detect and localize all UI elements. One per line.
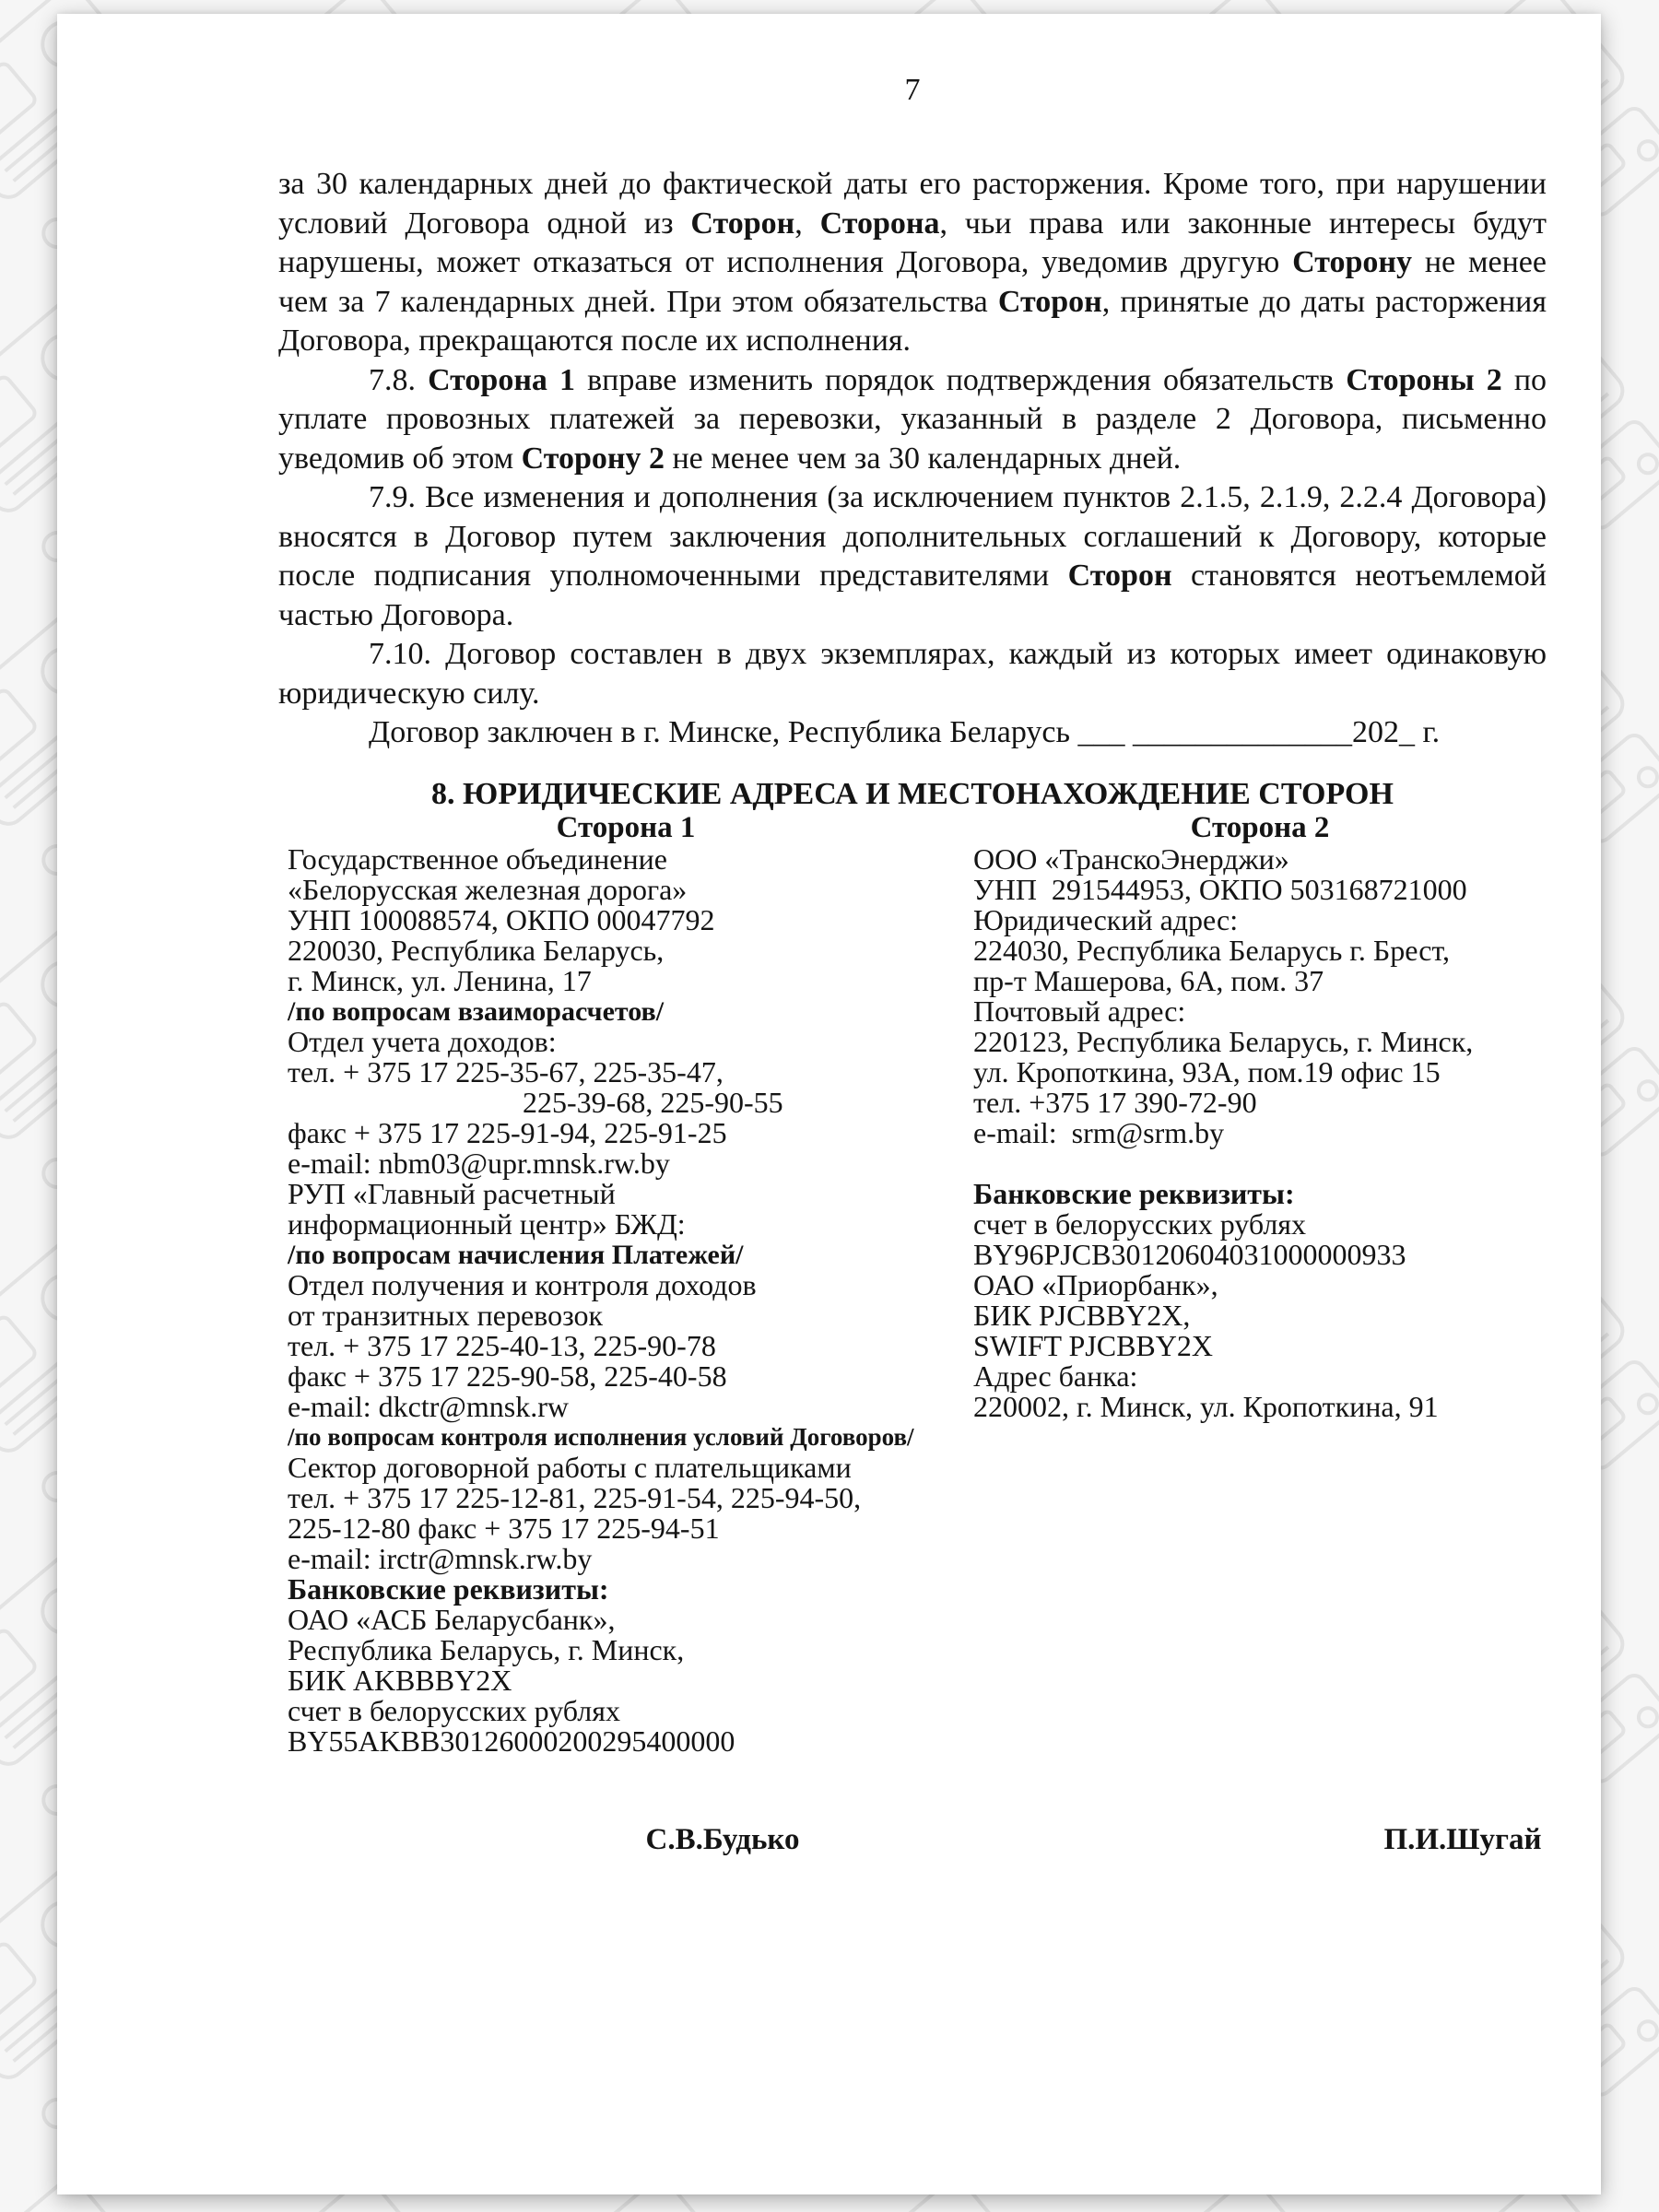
- address-line: «Белорусская железная дорога»: [288, 872, 688, 906]
- address-line: Республика Беларусь, г. Минск,: [288, 1632, 685, 1666]
- address-line: ул. Кропоткина, 93А, пом.19 офис 15: [973, 1054, 1441, 1088]
- address-line: Почтовый адрес:: [973, 994, 1186, 1028]
- party2-details: [973, 841, 1547, 1757]
- bold-term: Сторон: [1067, 559, 1172, 593]
- address-line: пр-т Машерова, 6А, пом. 37: [973, 963, 1324, 997]
- bold-term: Сторон: [690, 206, 795, 241]
- address-line: SWIFT PJCBBY2X: [973, 1328, 1213, 1362]
- address-line: тел. + 375 17 225-40-13, 225-90-78: [288, 1328, 716, 1362]
- address-line: BY55AKBB30126000200295400000: [288, 1724, 735, 1758]
- address-line: [973, 1148, 1547, 1179]
- contract-paragraph: [278, 165, 1547, 361]
- bold-term: Сторона 1: [428, 362, 576, 397]
- address-line: 224030, Республика Беларусь г. Брест,: [973, 933, 1450, 967]
- address-line: BY96PJCB30120604031000000933: [973, 1237, 1406, 1271]
- conclusion-line: [278, 713, 1547, 753]
- address-line: Адрес банка:: [973, 1359, 1138, 1393]
- address-line: УНП 291544953, ОКПО 503168721000: [973, 872, 1467, 906]
- address-line: ОАО «Приорбанк»,: [973, 1267, 1218, 1301]
- text-run: не менее чем за 7 календарных дней. При этом обязательства: [278, 245, 1547, 319]
- text-run: за 30 календарных дней до фактической даты его расторжения. Кроме того, при нарушении условий Договора одной из: [278, 167, 1547, 241]
- page-number: 7: [904, 73, 921, 107]
- address-line: 225-12-80 факс + 375 17 225-94-51: [288, 1511, 720, 1545]
- address-line: БИК PJCBBY2X,: [973, 1298, 1191, 1332]
- party2-signature: П.И.Шугай: [1383, 1822, 1542, 1856]
- address-line: от транзитных перевозок: [288, 1298, 604, 1332]
- text-run: вправе изменить порядок подтверждения обязательств: [575, 362, 1347, 397]
- address-line: 220030, Республика Беларусь,: [288, 933, 665, 967]
- contract-clauses: [278, 165, 1547, 753]
- address-line: /по вопросам начисления Платежей/: [288, 1239, 744, 1270]
- signatures-row: [278, 1823, 1547, 1865]
- bold-term: Стороны 2: [1346, 362, 1502, 397]
- address-line: РУП «Главный расчетный: [288, 1176, 616, 1210]
- text-run: , чьи права или законные интересы будут нарушены, может отказаться от исполнения Договора, уведомив другую: [278, 206, 1547, 279]
- document-page: [57, 14, 1601, 2194]
- parties-columns: [278, 841, 1547, 1758]
- contract-paragraph: [278, 478, 1547, 635]
- address-line: счет в белорусских рублях: [973, 1206, 1307, 1241]
- party1-header: Сторона 1: [556, 810, 696, 844]
- address-line: тел. +375 17 390-72-90: [973, 1085, 1257, 1119]
- parties-header-row: [278, 812, 1547, 844]
- address-line: г. Минск, ул. Ленина, 17: [288, 963, 592, 997]
- bold-term: Сторону: [1292, 245, 1412, 279]
- address-line: счет в белорусских рублях: [288, 1693, 620, 1727]
- address-line: Банковские реквизиты:: [973, 1176, 1295, 1210]
- text-run: 7.10. Договор составлен в двух экземплярах, каждый из которых имеет одинаковую юридическую силу.: [278, 637, 1547, 711]
- address-line: факс + 375 17 225-90-58, 225-40-58: [288, 1359, 727, 1393]
- address-line: 220002, г. Минск, ул. Кропоткина, 91: [973, 1389, 1439, 1423]
- text-run: 7.8.: [369, 362, 429, 397]
- text-run: , принятые до даты расторжения Договора, прекращаются после их исполнения.: [278, 284, 1547, 358]
- address-line: /по вопросам взаиморасчетов/: [288, 995, 665, 1027]
- address-line: УНП 100088574, ОКПО 00047792: [288, 902, 715, 936]
- address-line: информационный центр» БЖД:: [288, 1206, 686, 1241]
- address-line: Сектор договорной работы с плательщиками: [288, 1450, 852, 1484]
- address-line: факс + 375 17 225-91-94, 225-91-25: [288, 1115, 727, 1149]
- party2-header: Сторона 2: [1190, 810, 1330, 844]
- address-line: ОАО «АСБ Беларусбанк»,: [288, 1602, 616, 1636]
- address-line: тел. + 375 17 225-35-67, 225-35-47,: [288, 1054, 724, 1088]
- address-line: Государственное объединение: [288, 841, 667, 876]
- address-line: Банковские реквизиты:: [288, 1571, 609, 1606]
- text-run: становятся неотъемлемой частью Договора.: [278, 559, 1547, 632]
- contract-paragraph: [278, 361, 1547, 479]
- text-run: ,: [794, 206, 820, 241]
- address-line: Отдел учета доходов:: [288, 1024, 557, 1058]
- address-line: 225-39-68, 225-90-55: [523, 1085, 783, 1119]
- address-line: /по вопросам контроля исполнения условий Договоров/: [288, 1422, 914, 1451]
- address-line: тел. + 375 17 225-12-81, 225-91-54, 225-94-50,: [288, 1480, 862, 1514]
- text-run: Договор заключен в г. Минске, Республика Беларусь ___ ______________202_ г.: [369, 715, 1441, 749]
- address-line: Юридический адрес:: [973, 902, 1239, 936]
- address-line: Отдел получения и контроля доходов: [288, 1267, 757, 1301]
- text-run: не менее чем за 30 календарных дней.: [664, 441, 1182, 476]
- party1-details: [278, 841, 973, 1758]
- bold-term: Сторона: [819, 206, 940, 241]
- address-line: e-mail: srm@srm.by: [973, 1115, 1225, 1149]
- bold-term: Сторон: [997, 284, 1102, 319]
- address-line: e-mail: nbm03@upr.mnsk.rw.by: [288, 1146, 670, 1180]
- text-run: 7.9. Все изменения и дополнения (за исключением пунктов 2.1.5, 2.1.9, 2.2.4 Договора) вносятся в Договор путем заключения дополнительных соглашений к Договору, которые после подписания уполномоченными представителями: [278, 480, 1547, 593]
- address-line: ООО «ТранскоЭнерджи»: [973, 841, 1289, 876]
- address-line: БИК AKBBBY2X: [288, 1663, 512, 1697]
- text-run: по уплате провозных платежей за перевозки, указанный в разделе 2 Договора, письменно уведомив об этом: [278, 362, 1547, 476]
- section-8-title: 8. ЮРИДИЧЕСКИЕ АДРЕСА И МЕСТОНАХОЖДЕНИЕ СТОРОН: [431, 776, 1394, 811]
- party1-signature: С.В.Будько: [645, 1822, 800, 1856]
- address-line: 220123, Республика Беларусь, г. Минск,: [973, 1024, 1474, 1058]
- address-line: e-mail: irctr@mnsk.rw.by: [288, 1541, 593, 1575]
- bold-term: Сторону 2: [521, 441, 665, 476]
- contract-paragraph: [278, 635, 1547, 713]
- address-line: e-mail: dkctr@mnsk.rw: [288, 1389, 569, 1423]
